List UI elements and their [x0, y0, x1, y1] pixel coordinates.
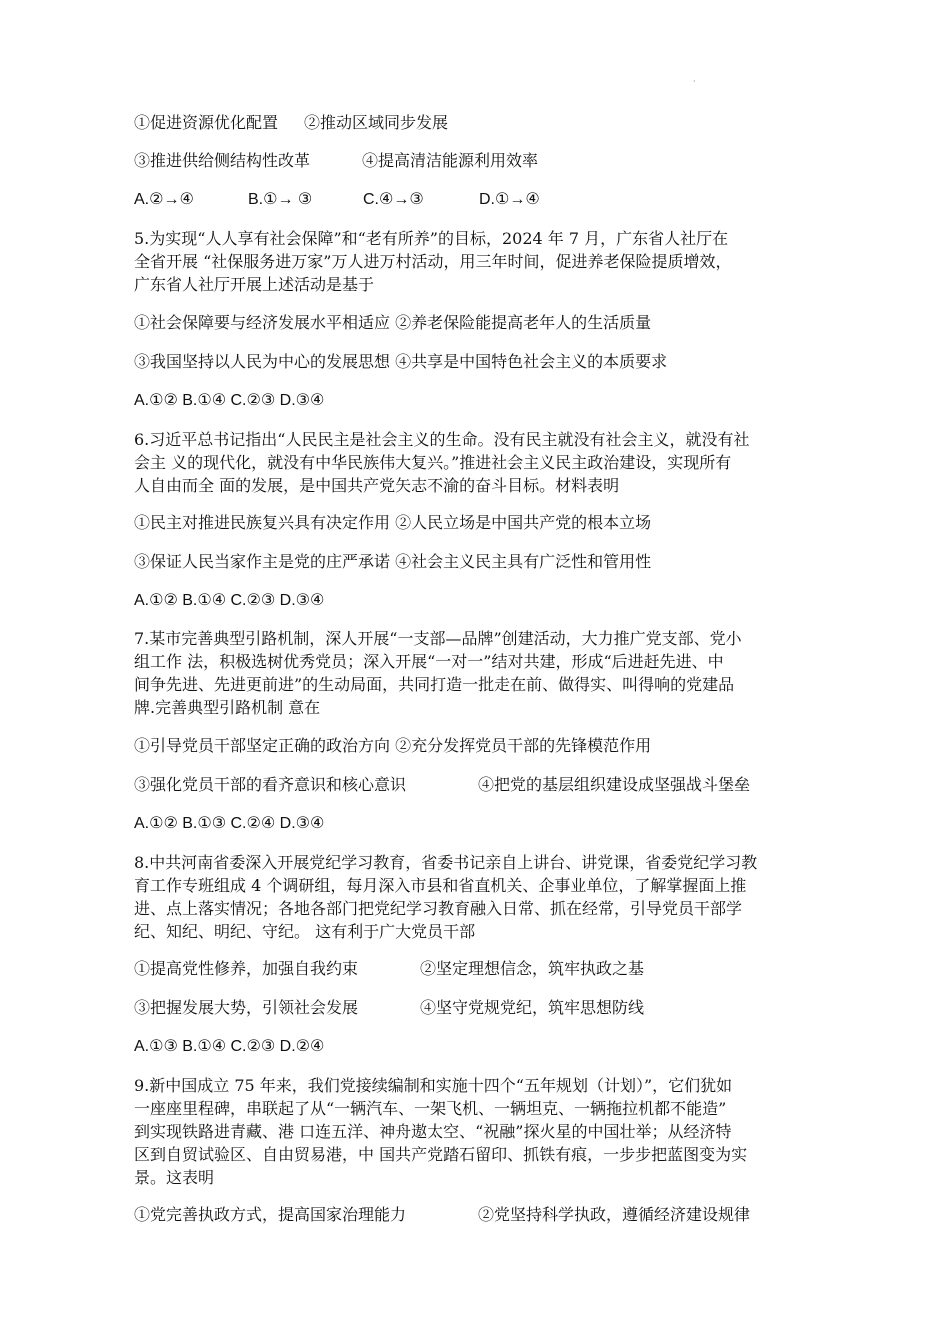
q6-options-row-1: ①民主对推进民族复兴具有决定作用 ②人民立场是中国共产党的根本立场 [134, 513, 652, 532]
q9-stem-line: 到实现铁路进青藏、港 口连五洋、神舟遨太空、“祝融”探火星的中国壮举；从经济特 [134, 1122, 732, 1141]
q8-stem-line: 纪、知纪、明纪、守纪。 这有利于广大党员干部 [134, 922, 476, 941]
q8-stem-line: 8.中共河南省委深入开展党纪学习教育，省委书记亲自上讲台、讲党课，省委党纪学习教 [134, 853, 758, 872]
q8-stem-line: 进、点上落实情况；各地各部门把党纪学习教育融入日常、抓在经常，引导党员干部学 [134, 899, 743, 918]
q9-option-1: ①党完善执政方式，提高国家治理能力 [134, 1205, 407, 1224]
header-mark: · [693, 77, 696, 86]
q7-option-4: ④把党的基层组织建设成坚强战斗堡垒 [478, 775, 751, 794]
q6-stem-line: 人自由而全 面的发展，是中国共产党矢志不渝的奋斗目标。材料表明 [134, 476, 620, 495]
q5-stem-line: 广东省人社厅开展上述活动是基于 [134, 275, 375, 294]
q7-stem-line: 组工作 法，积极选树优秀党员；深入开展“一对一”结对共建，形成“后进赶先进、中 [134, 652, 724, 671]
q6-stem-line: 6.习近平总书记指出“人民民主是社会主义的生命。没有民主就没有社会主义，就没有社 [134, 430, 750, 449]
q8-option-3: ③把握发展大势，引领社会发展 [134, 998, 359, 1017]
q6-stem-line: 会主 义的现代化，就没有中华民族伟大复兴。”推进社会主义民主政治建设，实现所有 [134, 453, 732, 472]
q8-option-1: ①提高党性修养，加强自我约束 [134, 959, 359, 978]
q5-options-row-1: ①社会保障要与经济发展水平相适应 ②养老保险能提高老年人的生活质量 [134, 313, 652, 332]
q4-choice-a: A.②→④ [134, 191, 194, 208]
q5-stem [134, 227, 824, 296]
q5-stem-line: 5.为实现“人人享有社会保障”和“老有所养”的目标，2024 年 7 月，广东省人社厅在 [134, 229, 729, 248]
q8-answer-choices: A.①③ B.①④ C.②③ D.②④ [134, 1038, 325, 1055]
q9-stem-line: 景。这表明 [134, 1168, 215, 1187]
q4-option-3: ③推进供给侧结构性改革 [134, 151, 311, 170]
q4-option-4: ④提高清洁能源利用效率 [362, 151, 539, 170]
q7-stem-line: 间争先进、先进更前进”的生动局面，共同打造一批走在前、做得实、叫得响的党建品 [134, 675, 735, 694]
q7-answer-choices: A.①② B.①③ C.②④ D.③④ [134, 815, 325, 832]
q6-options-row-2: ③保证人民当家作主是党的庄严承诺 ④社会主义民主具有广泛性和管用性 [134, 552, 652, 571]
q4-choice-d: D.①→④ [479, 191, 540, 208]
q7-options-row-1: ①引导党员干部坚定正确的政治方向 ②充分发挥党员干部的先锋模范作用 [134, 736, 652, 755]
q9-stem-line: 一座座里程碑，串联起了从“一辆汽车、一架飞机、一辆坦克、一辆拖拉机都不能造” [134, 1099, 727, 1118]
q6-stem [134, 428, 824, 497]
q9-option-2: ②党坚持科学执政，遵循经济建设规律 [478, 1205, 751, 1224]
q4-option-1: ①促进资源优化配置 [134, 113, 279, 132]
q7-stem-line: 7.某市完善典型引路机制，深人开展“一支部—品牌”创建活动，大力推广党支部、党小 [134, 629, 742, 648]
q5-answer-choices: A.①② B.①④ C.②③ D.③④ [134, 392, 325, 409]
q4-choice-c: C.④→③ [363, 191, 424, 208]
q8-stem-line: 育工作专班组成 4 个调研组，每月深入市县和省直机关、企事业单位，了解掌握面上推 [134, 876, 747, 895]
q9-stem-line: 区到自贸试验区、自由贸易港，中 国共产党踏石留印、抓铁有痕，一步步把蓝图变为实 [134, 1145, 748, 1164]
q7-option-3: ③强化党员干部的看齐意识和核心意识 [134, 775, 407, 794]
q5-options-row-2: ③我国坚持以人民为中心的发展思想 ④共享是中国特色社会主义的本质要求 [134, 352, 668, 371]
q4-choice-b: B.①→ ③ [248, 191, 313, 208]
q8-stem [134, 851, 824, 943]
q9-stem-line: 9.新中国成立 75 年来，我们党接续编制和实施十四个“五年规划（计划）”，它们犹如 [134, 1076, 733, 1095]
q8-option-4: ④坚守党规党纪，筑牢思想防线 [420, 998, 645, 1017]
q9-stem [134, 1074, 824, 1189]
q6-answer-choices: A.①② B.①④ C.②③ D.③④ [134, 592, 325, 609]
q5-stem-line: 全省开展 “社保服务进万家”万人进万村活动，用三年时间，促进养老保险提质增效， [134, 252, 732, 271]
q8-option-2: ②坚定理想信念，筑牢执政之基 [420, 959, 645, 978]
q7-stem [134, 627, 824, 719]
q4-option-2: ②推动区域同步发展 [304, 113, 449, 132]
q7-stem-line: 牌.完善典型引路机制 意在 [134, 698, 321, 717]
